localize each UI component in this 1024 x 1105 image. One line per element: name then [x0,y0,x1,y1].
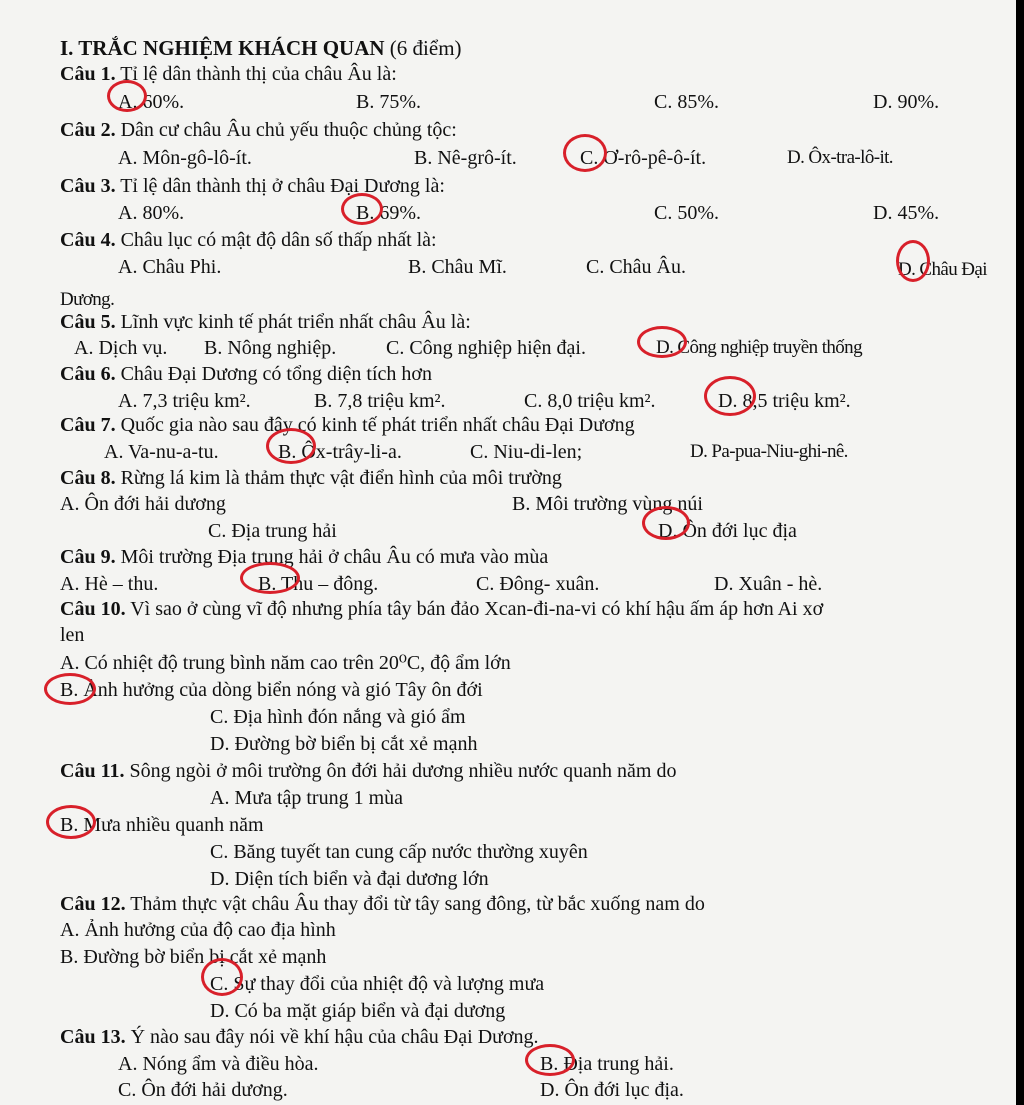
question-8 [60,466,562,490]
option-10b[interactable]: B. Ảnh hưởng của dòng biển nóng và gió Tây ôn đới [60,679,483,701]
option-5a[interactable]: A. Dịch vụ. [74,337,168,359]
option-2c[interactable]: C. Ơ-rô-pê-ô-ít. [580,147,707,169]
option-5d[interactable]: D. Công nghiệp truyền thống [656,337,862,358]
question-9 [60,545,548,569]
question-number: Câu 4. [60,229,116,251]
question-text: Châu lục có mật độ dân số thấp nhất là: [120,229,437,251]
question-12 [60,892,705,916]
question-number: Câu 3. [60,175,116,197]
question-10 [60,597,823,621]
option-7b[interactable]: B. Ôx-trây-li-a. [278,441,402,463]
question-1 [60,62,397,86]
question-5 [60,310,471,334]
option-7d[interactable]: D. Pa-pua-Niu-ghi-nê. [690,441,848,462]
question-number: Câu 10. [60,598,126,620]
option-11c[interactable]: C. Băng tuyết tan cung cấp nước thường xuyên [210,841,588,863]
question-6 [60,362,432,386]
question-text: Sông ngòi ở môi trường ôn đới hải dương nhiều nước quanh năm do [129,760,677,782]
option-4b[interactable]: B. Châu Mĩ. [408,256,507,278]
option-8b[interactable]: B. Môi trường vùng núi [512,493,703,515]
option-11a[interactable]: A. Mưa tập trung 1 mùa [210,787,404,809]
option-12c[interactable]: C. Sự thay đổi của nhiệt độ và lượng mưa [210,973,545,995]
question-7 [60,413,635,437]
question-number: Câu 1. [60,63,116,85]
question-text: Tỉ lệ dân thành thị của châu Âu là: [120,63,397,85]
option-2d[interactable]: D. Ôx-tra-lô-it. [787,147,893,168]
option-13c[interactable]: C. Ôn đới hải dương. [118,1079,288,1101]
question-11 [60,759,677,783]
option-5c[interactable]: C. Công nghiệp hiện đại. [386,337,586,359]
option-4a[interactable]: A. Châu Phi. [118,256,222,278]
option-6a[interactable]: A. 7,3 triệu km². [118,390,251,412]
option-10c[interactable]: C. Địa hình đón nắng và gió ẩm [210,706,466,728]
question-text: Tỉ lệ dân thành thị ở châu Đại Dương là: [120,175,445,197]
option-3a[interactable]: A. 80%. [118,202,185,224]
option-3d[interactable]: D. 45%. [873,202,940,224]
option-8c[interactable]: C. Địa trung hải [208,520,337,542]
question-text: Dân cư châu Âu chủ yếu thuộc chủng tộc: [120,119,457,141]
section-title-text: I. TRẮC NGHIỆM KHÁCH QUAN [60,36,385,60]
question-number: Câu 8. [60,467,116,489]
option-9c[interactable]: C. Đông- xuân. [476,573,600,595]
question-number: Câu 7. [60,414,116,436]
option-11d[interactable]: D. Diện tích biển và đại dương lớn [210,868,489,890]
question-number: Câu 11. [60,760,125,782]
option-4d[interactable]: D. Châu Đại Dương. [60,259,987,310]
option-1a[interactable]: A. 60%. [118,91,185,113]
option-1c[interactable]: C. 85%. [654,91,719,113]
question-number: Câu 9. [60,546,116,568]
option-2a[interactable]: A. Môn-gô-lô-ít. [118,147,252,169]
option-6c[interactable]: C. 8,0 triệu km². [524,390,656,412]
option-5b[interactable]: B. Nông nghiệp. [204,337,337,359]
option-12b[interactable]: B. Đường bờ biển bị cắt xẻ mạnh [60,946,327,968]
option-9d[interactable]: D. Xuân - hè. [714,573,823,595]
question-text: Rừng lá kim là thảm thực vật điển hình của môi trường [120,467,562,489]
option-1d[interactable]: D. 90%. [873,91,940,113]
option-6b[interactable]: B. 7,8 triệu km². [314,390,446,412]
question-number: Câu 13. [60,1026,126,1048]
section-title [60,36,462,60]
option-12a[interactable]: A. Ảnh hưởng của độ cao địa hình [60,919,336,941]
question-4 [60,228,437,252]
option-4c[interactable]: C. Châu Âu. [586,256,686,278]
question-13 [60,1025,539,1049]
question-text: Quốc gia nào sau đây có kinh tế phát triển nhất châu Đại Dương [120,414,635,436]
question-text: Vì sao ở cùng vĩ độ nhưng phía tây bán đảo Xcan-đi-na-vi có khí hậu ấm áp hơn Ai xơ [130,598,824,620]
option-7a[interactable]: A. Va-nu-a-tu. [104,441,219,463]
question-number: Câu 5. [60,311,116,333]
question-text: Châu Đại Dương có tổng diện tích hơn [120,363,432,385]
question-number: Câu 6. [60,363,116,385]
option-10a[interactable]: A. Có nhiệt độ trung bình năm cao trên 20⁰C, độ ẩm lớn [60,652,511,674]
question-text: Thảm thực vật châu Âu thay đổi từ tây sang đông, từ bắc xuống nam do [130,893,705,915]
option-9a[interactable]: A. Hè – thu. [60,573,159,595]
question-text: Ý nào sau đây nói về khí hậu của châu Đại Dương. [130,1026,539,1048]
option-7c[interactable]: C. Niu-di-len; [470,441,583,463]
option-6d[interactable]: D. 8,5 triệu km². [718,390,851,412]
option-1b[interactable]: B. 75%. [356,91,421,113]
option-8a[interactable]: A. Ôn đới hải dương [60,493,226,515]
question-number: Câu 2. [60,119,116,141]
question-text: Môi trường Địa trung hải ở châu Âu có mưa vào mùa [120,546,549,568]
option-11b[interactable]: B. Mưa nhiều quanh năm [60,814,264,836]
question-10-continued: len [60,624,85,646]
question-number: Câu 12. [60,893,126,915]
option-13a[interactable]: A. Nóng ẩm và điều hòa. [118,1053,319,1075]
question-text: Lĩnh vực kinh tế phát triển nhất châu Âu là: [120,311,471,333]
option-3b[interactable]: B. 69%. [356,202,421,224]
option-13b[interactable]: B. Địa trung hải. [540,1053,674,1075]
option-10d[interactable]: D. Đường bờ biển bị cắt xẻ mạnh [210,733,478,755]
option-3c[interactable]: C. 50%. [654,202,719,224]
option-13d[interactable]: D. Ôn đới lục địa. [540,1079,684,1101]
option-12d[interactable]: D. Có ba mặt giáp biển và đại dương [210,1000,506,1022]
question-2 [60,118,457,142]
question-3 [60,174,445,198]
option-8d[interactable]: D. Ôn đới lục địa [658,520,797,542]
option-2b[interactable]: B. Nê-grô-ít. [414,147,517,169]
option-9b[interactable]: B. Thu – đông. [258,573,379,595]
section-points: (6 điểm) [389,36,462,60]
